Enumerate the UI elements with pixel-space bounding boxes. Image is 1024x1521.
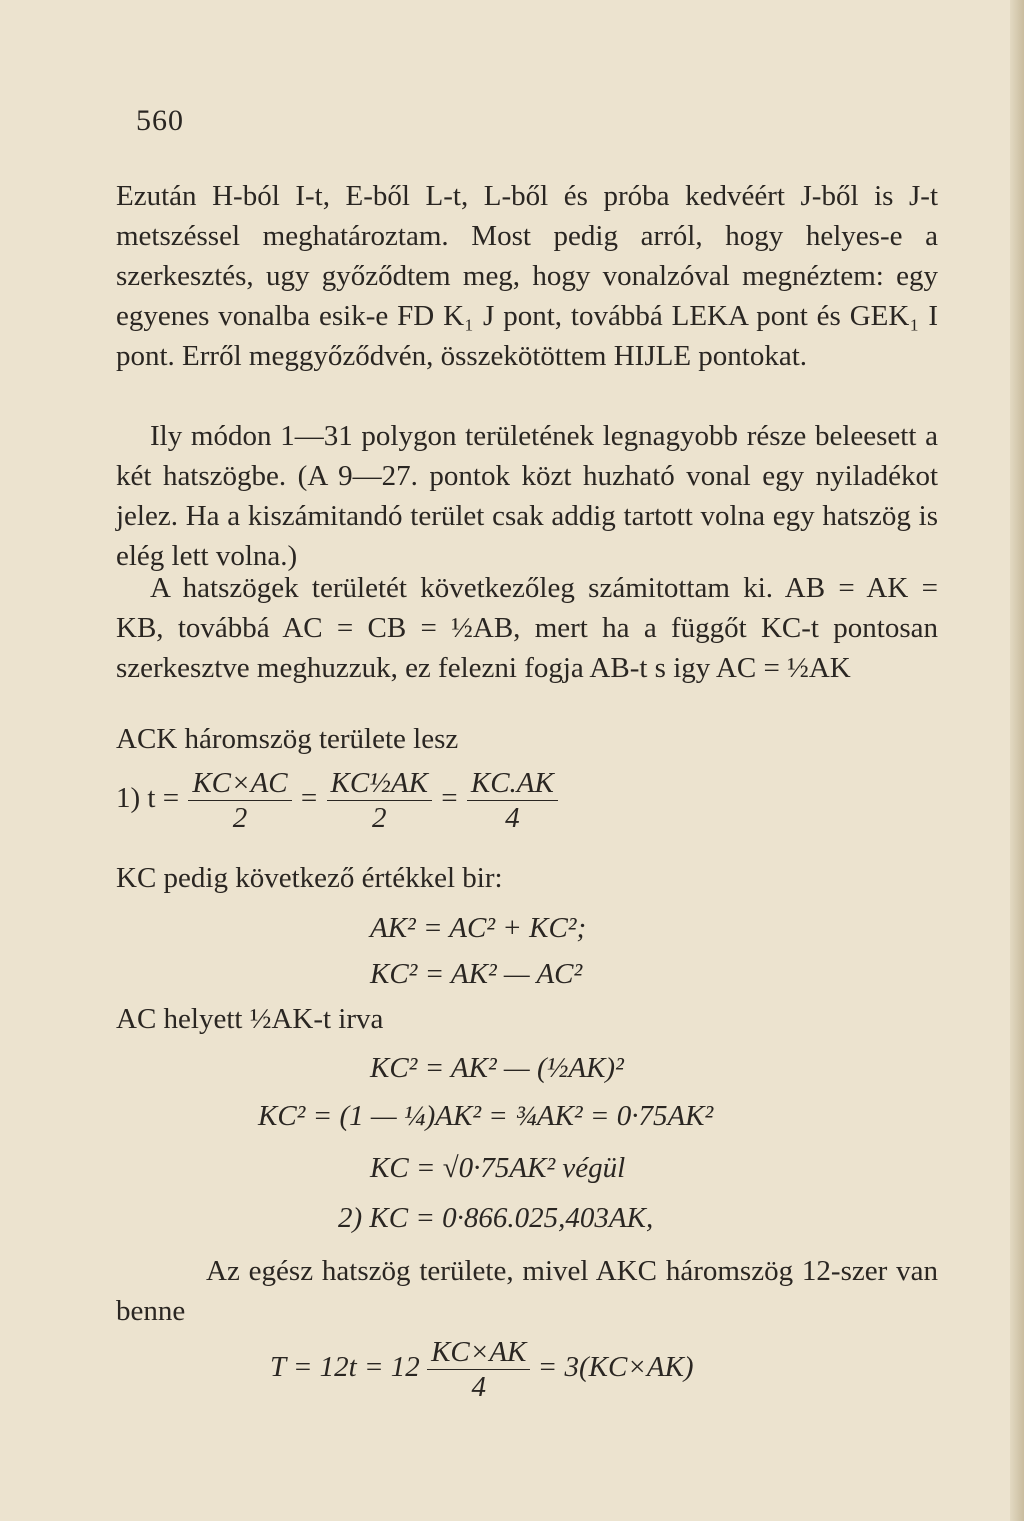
formula-t-left: T = 12t = 12 (270, 1351, 420, 1384)
page-edge-shadow (1010, 0, 1024, 1521)
formula-1-num-2: KC½AK (327, 766, 433, 801)
formula-1-eq-1: = (300, 782, 318, 815)
equation-a: AK² = AC² + KC²; (370, 912, 587, 944)
equation-b: KC² = AK² — AC² (370, 958, 583, 990)
equation-f: 2) KC = 0·866.025,403AK, (338, 1202, 654, 1234)
formula-1 (116, 766, 560, 835)
formula-1-den-3: 4 (505, 802, 520, 834)
line-ac-substitution: AC helyett ½AK-t irva (116, 1003, 384, 1035)
formula-1-den-2: 2 (372, 802, 387, 834)
formula-1-eq-2: = (441, 782, 458, 815)
formula-1-frac-1 (188, 766, 291, 835)
formula-1-num-1: KC×AC (188, 766, 291, 801)
formula-t-den: 4 (471, 1371, 486, 1403)
paragraph-3: A hatszögek területét következőleg számitottam ki. AB = AK = KB, továbbá AC = CB = ½AB, mert ha a függőt KC-t pontosan szerkesztve meghuzzuk, ez felezni fogja AB-t s igy AC = ½AK (116, 572, 938, 684)
line-kc-values: KC pedig következő értékkel bir: (116, 862, 503, 894)
formula-1-num-3: KC.AK (467, 766, 558, 801)
paragraph-1: Ezután H-ból I-t, E-ből L-t, L-ből és próba kedvéért J-ből is J-t metszéssel meghatároztam. Most pedig arról, hogy helyes-e a szerkesztés, ugy győződtem meg, hogy vonalzóval megnéztem: egy egyenes vonalba esik-e FD K₁ J pont, továbbá LEKA pont és GEK₁ I pont. Erről meggyőződvén, összekötöttem HIJLE pontokat. (116, 180, 938, 372)
formula-1-frac-2 (327, 766, 433, 835)
paragraph-5: Az egész hatszög területe, mivel AKC háromszög 12-szer van benne (116, 1255, 938, 1327)
formula-1-frac-3 (467, 766, 558, 835)
formula-1-den-1: 2 (232, 802, 248, 834)
equation-d: KC² = (1 — ¼)AK² = ¾AK² = 0·75AK² (258, 1100, 714, 1132)
equation-c: KC² = AK² — (½AK)² (370, 1052, 624, 1084)
equation-e: KC = √0·75AK² végül (370, 1152, 626, 1184)
formula-t-frac (427, 1335, 530, 1404)
formula-t (270, 1335, 694, 1404)
formula-t-num: KC×AK (427, 1335, 530, 1370)
page-number: 560 (136, 104, 184, 137)
formula-1-label: 1) t = (116, 782, 180, 815)
paragraph-2: Ily módon 1—31 polygon területének legnagyobb része beleesett a két hatszögbe. (A 9—27. pontok közt huzható vonal egy nyiladékot jelez. Ha a kiszámitandó terület csak addig tartott volna egy hatszög is elég lett volna.) (116, 420, 938, 572)
formula-t-right: = 3(KC×AK) (537, 1351, 694, 1384)
paragraph-4: ACK háromszög területe lesz (116, 723, 459, 755)
